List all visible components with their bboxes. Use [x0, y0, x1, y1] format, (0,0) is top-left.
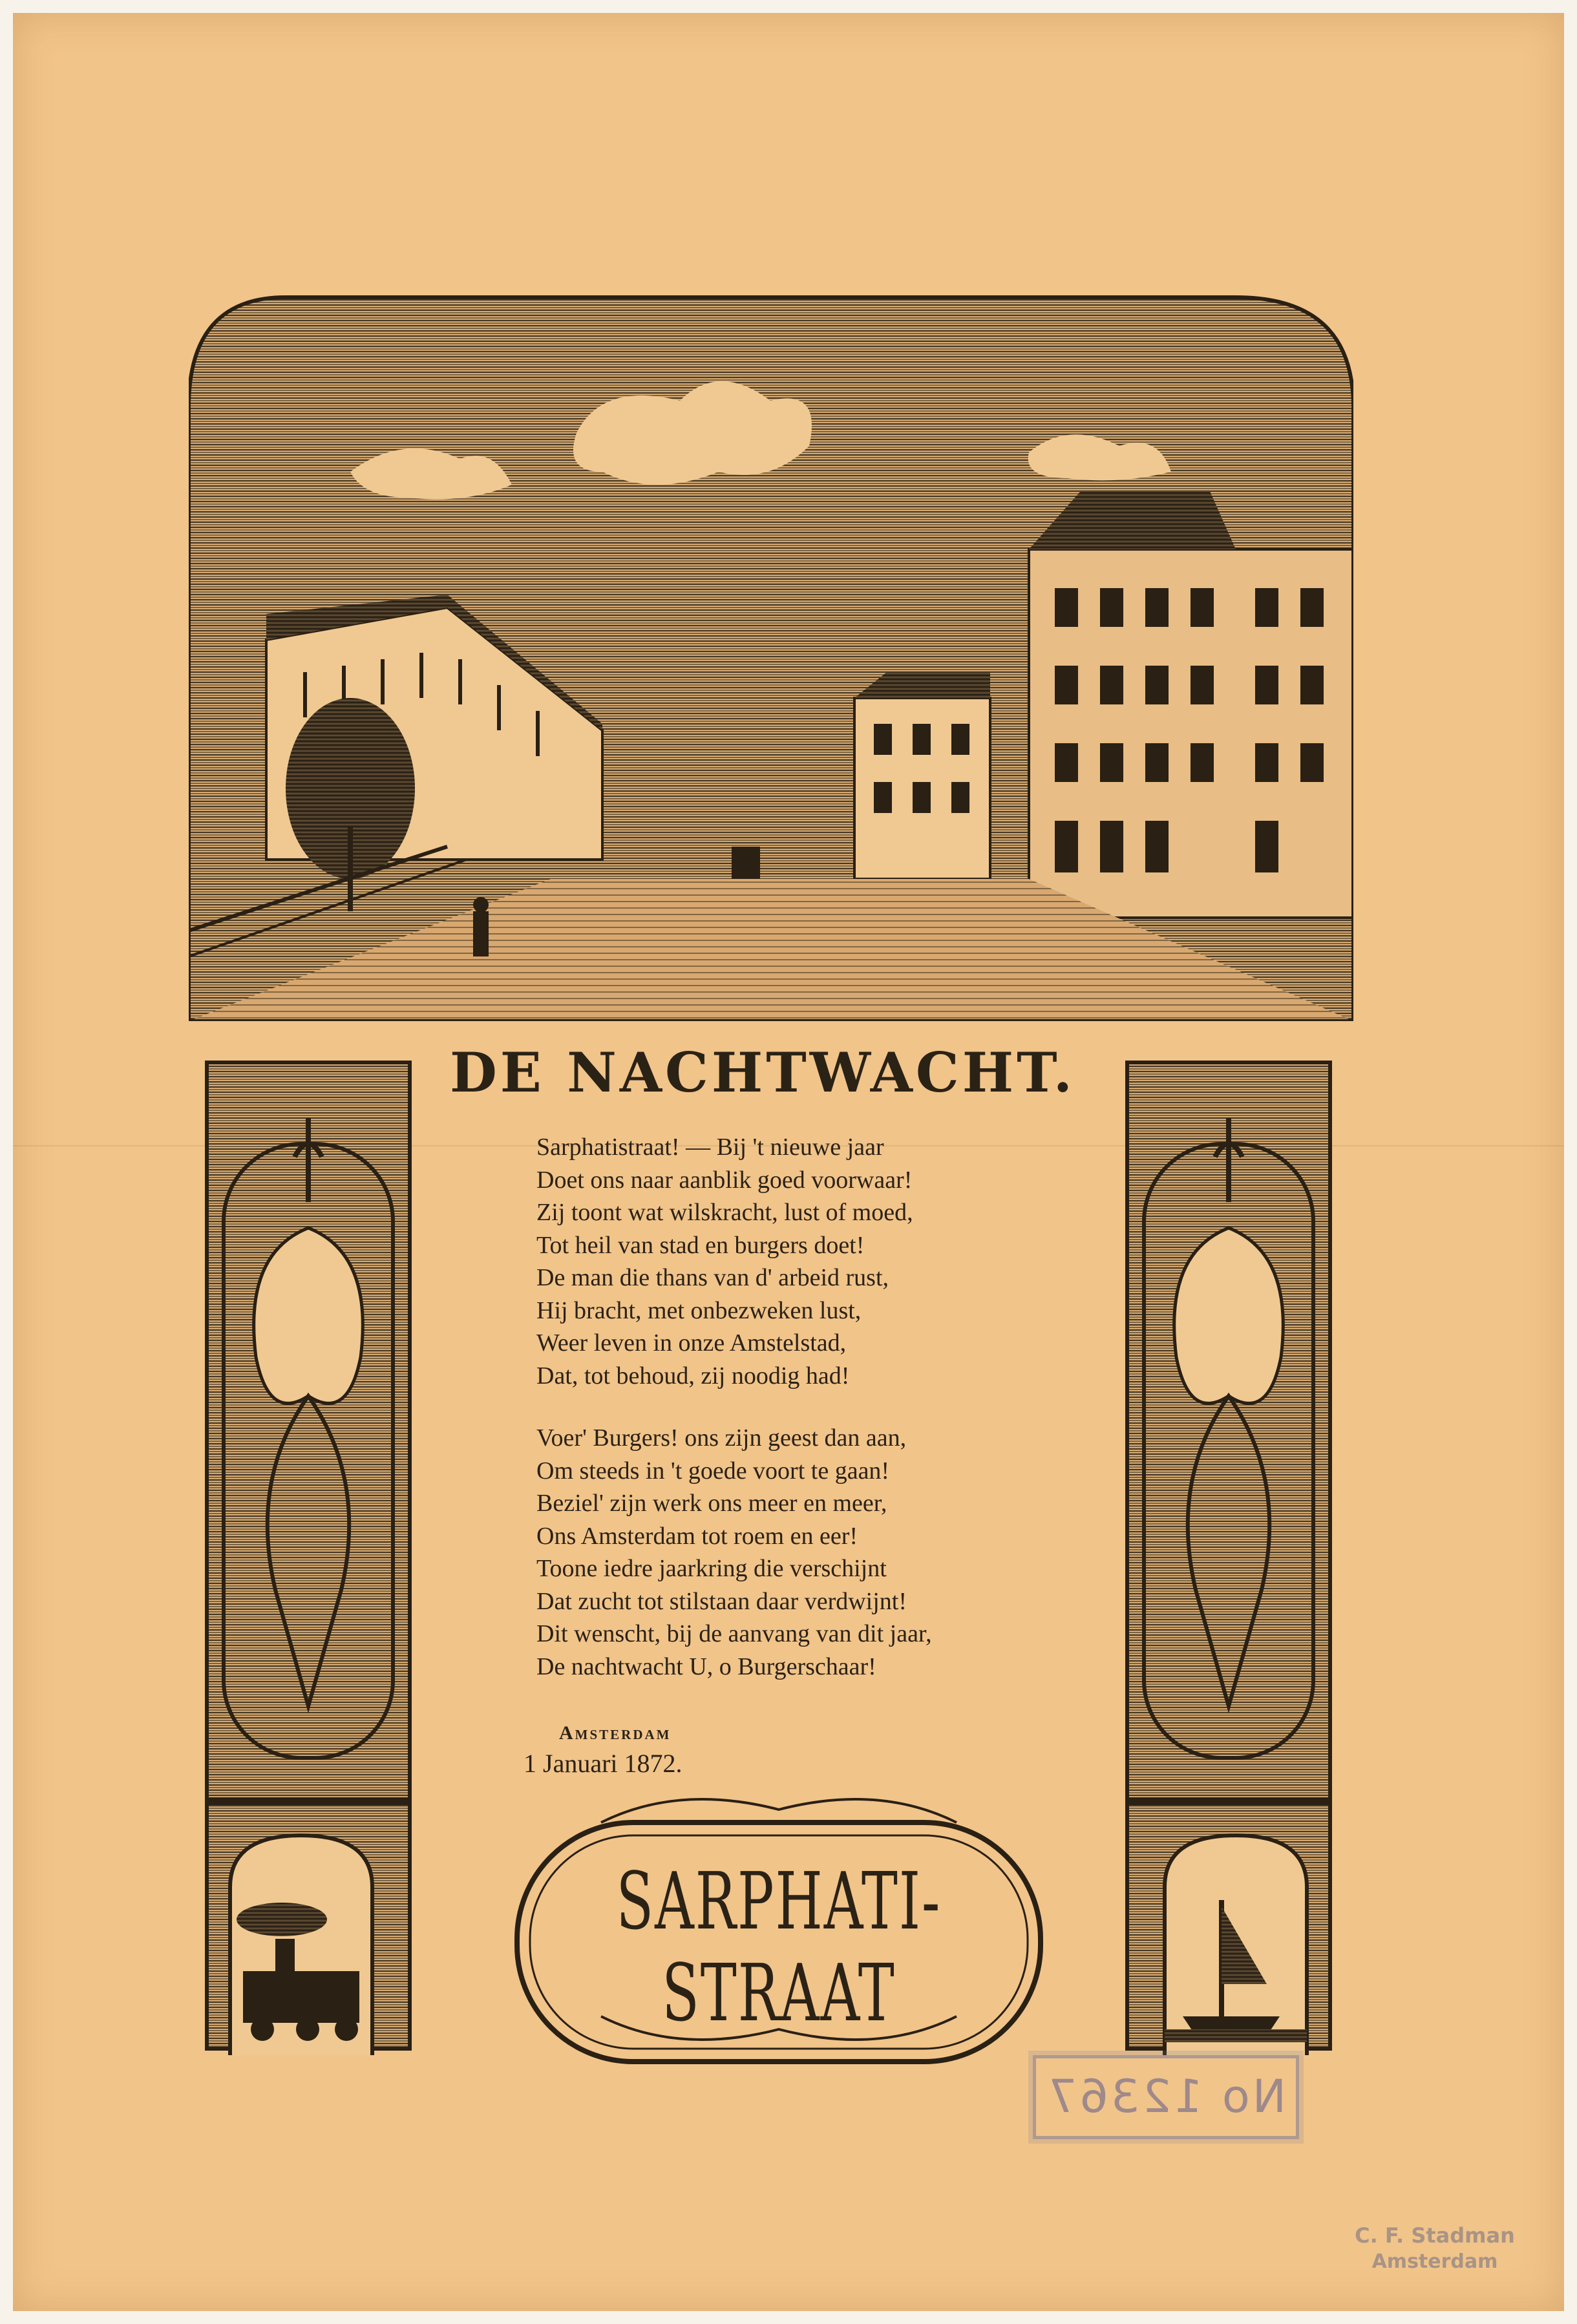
poem-line: Beziel' zijn werk ons meer en meer,	[536, 1490, 887, 1517]
poem-line: Sarphatistraat! — Bij 't nieuwe jaar	[536, 1134, 884, 1161]
poem-line: Tot heil van stad en burgers doet!	[536, 1231, 865, 1259]
poem-line: De man die thans van d' arbeid rust,	[536, 1264, 889, 1291]
dealer-stamp	[1331, 2223, 1538, 2273]
poem-line: Dat, tot behoud, zij noodig had!	[536, 1362, 850, 1389]
inventory-number-stamp	[1033, 2055, 1299, 2139]
poem-line: Ons Amsterdam tot roem en eer!	[536, 1522, 858, 1550]
dealer-name: C. F. Stadman	[1355, 2223, 1515, 2248]
stanza-gap	[536, 1392, 1118, 1422]
cartouche-street-name: SARPHATI-STRAAT	[616, 1855, 942, 2040]
dateline	[524, 1722, 683, 1779]
left-ornament-panel	[204, 1060, 412, 2055]
poem-line: Doet ons naar aanblik goed voorwaar!	[536, 1166, 913, 1194]
poem-line: Weer leven in onze Amstelstad,	[536, 1329, 847, 1357]
poem-line: Dit wenscht, bij de aanvang van dit jaar,	[536, 1620, 932, 1647]
poem-line: Voer' Burgers! ons zijn geest dan aan,	[536, 1424, 907, 1452]
broadside-title: DE NACHTWACHT.	[449, 1041, 1076, 1104]
dateline-date: 1 Januari 1872.	[524, 1749, 683, 1778]
carriage	[732, 847, 760, 879]
dateline-place: Amsterdam	[559, 1722, 672, 1744]
pedestrian	[473, 911, 489, 956]
poem-line: Hij bracht, met onbezweken lust,	[536, 1296, 862, 1324]
flourish-icon	[601, 1799, 957, 1822]
poem-line: Dat zucht tot stilstaan daar verdwijnt!	[536, 1587, 907, 1615]
broadside-sheet	[13, 13, 1564, 2311]
right-ornament-panel	[1125, 1060, 1333, 2055]
poem-line: Om steeds in 't goede voort te gaan!	[536, 1457, 890, 1484]
poem-line: Zij toont wat wilskracht, lust of moed,	[536, 1199, 913, 1226]
dealer-city: Amsterdam	[1371, 2250, 1498, 2273]
street-engraving-image	[189, 278, 1353, 1021]
poem	[536, 1131, 1118, 1683]
inventory-number: No 12367	[1045, 2070, 1287, 2123]
poem-line: Toone iedre jaarkring die verschijnt	[536, 1555, 887, 1582]
poem-line: De nachtwacht U, o Burgerschaar!	[536, 1653, 876, 1680]
